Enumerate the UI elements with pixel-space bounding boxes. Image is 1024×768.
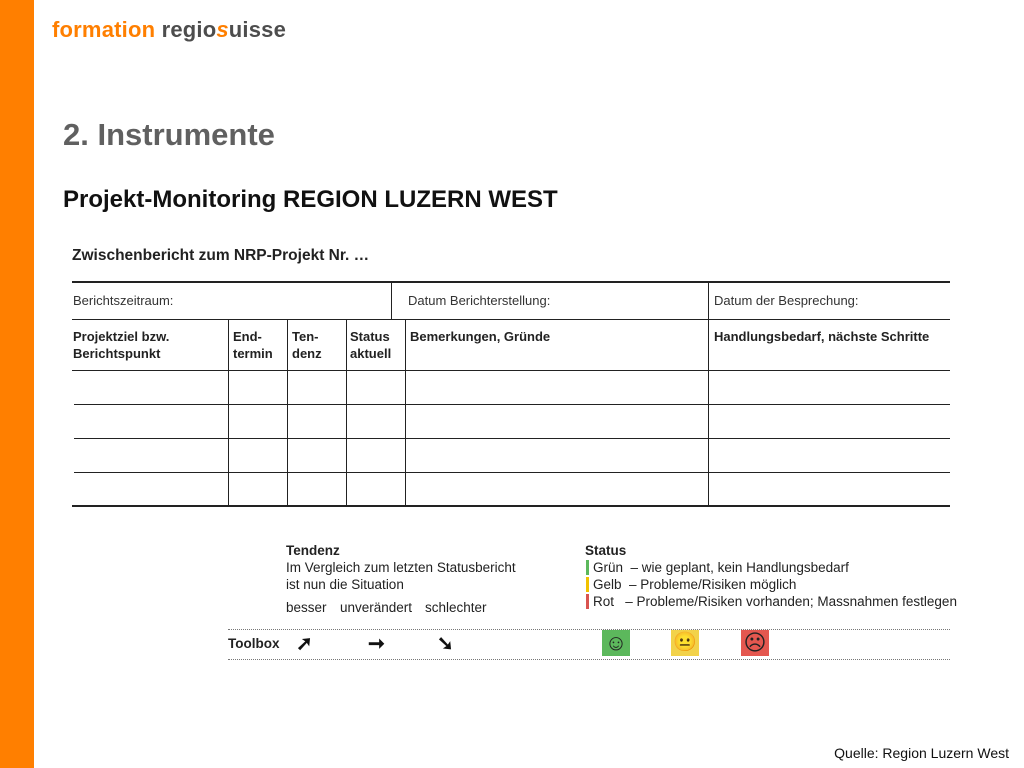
- grid-col-line-3: [346, 319, 347, 506]
- status-red-label: Rot – Probleme/Risiken vorhanden; Massnahmen festlegen: [593, 594, 957, 609]
- report-form: [72, 243, 950, 511]
- toolbox-top-rule: [228, 629, 950, 630]
- column-header-status: Status aktuell: [350, 329, 392, 361]
- page-title: 2. Instrumente: [63, 117, 275, 152]
- grid-col-line-2: [287, 319, 288, 506]
- status-yellow-marker: [586, 577, 589, 592]
- toolbox-label: Toolbox: [228, 636, 280, 651]
- table-row-line-2: [74, 404, 950, 405]
- page-subtitle: Projekt-Monitoring REGION LUZERN WEST: [63, 186, 558, 213]
- source-note: Quelle: Region Luzern West: [834, 745, 1009, 761]
- meta-meeting-label: Datum der Besprechung:: [714, 293, 859, 308]
- logo-word-uisse: uisse: [228, 17, 287, 42]
- tendenz-description-1: Im Vergleich zum letzten Statusbericht: [286, 560, 516, 575]
- toolbox-bottom-rule: [228, 659, 950, 660]
- tendenz-title: Tendenz: [286, 543, 340, 558]
- table-row-line-1: [72, 370, 950, 371]
- table-row-line-3: [74, 438, 950, 439]
- orange-side-bar: [0, 0, 34, 768]
- smiley-neutral-icon: 😐: [671, 630, 699, 656]
- logo-word-regio: regio: [161, 17, 217, 42]
- logo-word-formation: formation: [52, 17, 156, 42]
- arrow-down-right-icon: ➘: [437, 633, 454, 655]
- meta-bottom-rule: [72, 319, 950, 320]
- column-header-goal: Projektziel bzw. Berichtspunkt: [73, 329, 170, 361]
- column-header-tendency: Ten- denz: [292, 329, 322, 361]
- status-yellow-label: Gelb – Probleme/Risiken möglich: [593, 577, 797, 592]
- form-bottom-rule: [72, 505, 950, 507]
- tendenz-option-better: besser: [286, 600, 327, 615]
- logo: [52, 17, 286, 43]
- status-title: Status: [585, 543, 627, 558]
- arrow-right-icon: ➞: [368, 633, 385, 655]
- grid-col-line-1: [228, 319, 229, 506]
- smiley-happy-icon: ☺: [602, 630, 630, 656]
- column-header-deadline: End- termin: [233, 329, 273, 361]
- column-header-actions: Handlungsbedarf, nächste Schritte: [714, 329, 930, 344]
- arrow-up-right-icon: ➚: [296, 633, 313, 655]
- form-top-rule: [72, 281, 950, 283]
- meta-divider-1: [391, 283, 392, 319]
- meta-period-label: Berichtszeitraum:: [73, 293, 174, 308]
- tendenz-option-unchanged: unverändert: [340, 600, 413, 615]
- column-header-remarks: Bemerkungen, Gründe: [410, 329, 551, 344]
- meta-created-label: Datum Berichterstellung:: [408, 293, 551, 308]
- status-green-marker: [586, 560, 589, 575]
- legend: [228, 540, 957, 670]
- form-heading: Zwischenbericht zum NRP-Projekt Nr. …: [72, 247, 370, 264]
- status-green-label: Grün – wie geplant, kein Handlungsbedarf: [593, 560, 849, 575]
- tendenz-description-2: ist nun die Situation: [286, 577, 404, 592]
- smiley-sad-icon: ☹: [741, 630, 769, 656]
- table-row-line-4: [74, 472, 950, 473]
- grid-col-line-5: [708, 319, 709, 506]
- grid-col-line-4: [405, 319, 406, 506]
- status-red-marker: [586, 594, 589, 609]
- meta-divider-2: [708, 283, 709, 319]
- logo-s-mark: s: [216, 17, 229, 42]
- tendenz-option-worse: schlechter: [425, 600, 487, 615]
